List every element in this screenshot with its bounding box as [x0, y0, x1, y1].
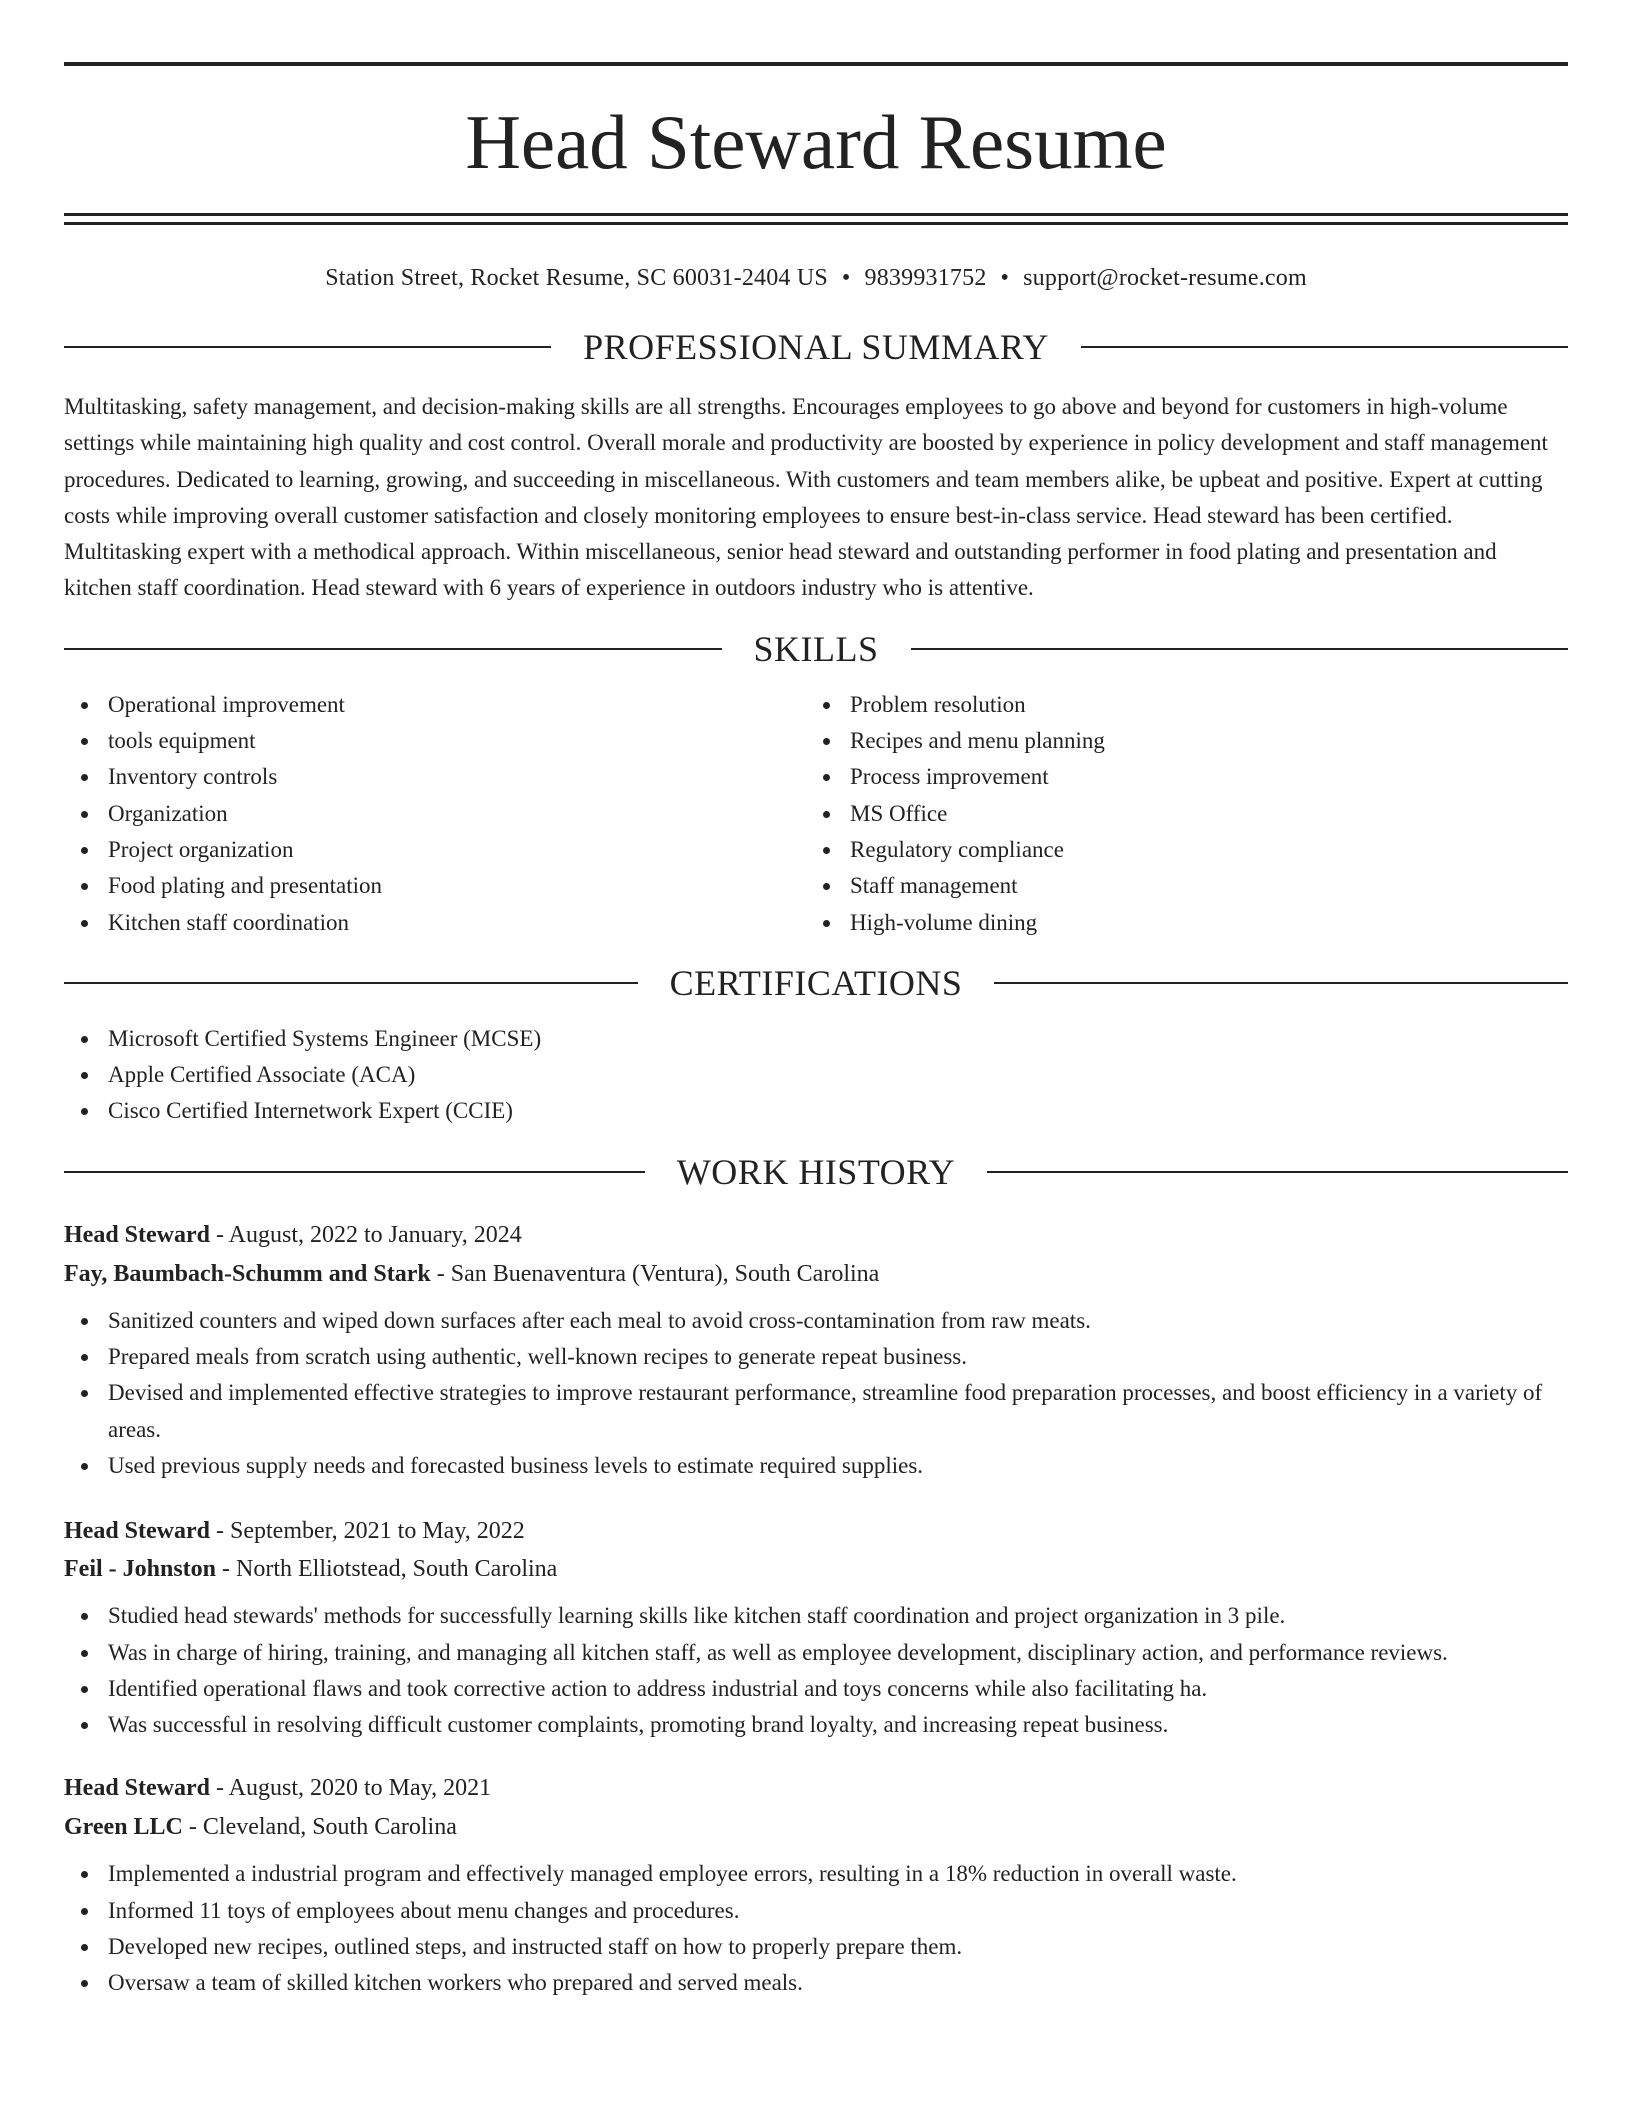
- job-bullet: Used previous supply needs and forecasted business levels to estimate required supplies.: [64, 1448, 1568, 1484]
- job-entry: [64, 1220, 1568, 1484]
- job-dates: September, 2021 to May, 2022: [230, 1518, 525, 1545]
- section-title: CERTIFICATIONS: [669, 962, 963, 1003]
- skills-list-left: [64, 687, 806, 941]
- job-company-line: [64, 1259, 1568, 1289]
- job-entry: [64, 1773, 1568, 2001]
- section-rule: [64, 982, 638, 984]
- skill-item: Recipes and menu planning: [806, 723, 1548, 759]
- skill-item: Regulatory compliance: [806, 832, 1548, 868]
- summary-text: Multitasking, safety management, and decision-making skills are all strengths. Encourages employees to go above and beyond for customers in high-volume settings while maintaining high quality and cost control. Overall morale and productivity are boosted by experience in policy development and staff management procedures. Dedicated to learning, growing, and succeeding in miscellaneous. With customers and team members alike, be upbeat and positive. Expert at cutting costs while improving overall customer satisfaction and closely monitoring employees to ensure best-in-class service. Head steward has been certified. Multitasking expert with a methodical approach. Within miscellaneous, senior head steward and outstanding performer in food plating and presentation and kitchen staff coordination. Head steward with 6 years of experience in outdoors industry who is attentive.: [64, 394, 1548, 601]
- section-rule: [911, 648, 1569, 650]
- skill-item: Process improvement: [806, 759, 1548, 795]
- section-rule: [64, 1171, 645, 1173]
- section-rule: [1081, 346, 1568, 348]
- contact-separator: •: [841, 265, 851, 291]
- section-title: SKILLS: [753, 628, 879, 669]
- job-title: Head Steward: [64, 1221, 210, 1248]
- job-company-line: [64, 1554, 1568, 1584]
- job-dash: -: [216, 1556, 237, 1583]
- section-header-certifications: [64, 963, 1568, 1003]
- job-title-line: [64, 1773, 1568, 1803]
- job-bullet: Developed new recipes, outlined steps, and instructed staff on how to properly prepare them.: [64, 1929, 1568, 1965]
- job-title-line: [64, 1516, 1568, 1546]
- job-dash: -: [210, 1775, 229, 1802]
- skill-item: Inventory controls: [64, 759, 806, 795]
- certification-item: Cisco Certified Internetwork Expert (CCIE): [64, 1093, 1568, 1129]
- job-bullets: [64, 1598, 1568, 1743]
- job-company-line: [64, 1812, 1568, 1842]
- job-bullets: [64, 1856, 1568, 2001]
- skill-item: Operational improvement: [64, 687, 806, 723]
- job-company: Fay, Baumbach-Schumm and Stark: [64, 1260, 431, 1287]
- skill-item: High-volume dining: [806, 905, 1548, 941]
- job-bullet: Devised and implemented effective strategies to improve restaurant performance, streamline food preparation processes, and boost efficiency in a variety of areas.: [64, 1375, 1568, 1448]
- section-title: PROFESSIONAL SUMMARY: [583, 327, 1049, 367]
- top-rule: [64, 62, 1568, 66]
- section-rule: [987, 1171, 1568, 1173]
- title-double-rule: [64, 213, 1568, 225]
- job-bullet: Was in charge of hiring, training, and managing all kitchen staff, as well as employee development, disciplinary action, and performance reviews.: [64, 1635, 1568, 1671]
- job-dash: -: [210, 1221, 229, 1248]
- skills-columns: [64, 687, 1568, 941]
- job-bullet: Oversaw a team of skilled kitchen workers who prepared and served meals.: [64, 1965, 1568, 2001]
- skill-item: Kitchen staff coordination: [64, 905, 806, 941]
- job-bullet: Prepared meals from scratch using authentic, well-known recipes to generate repeat business.: [64, 1339, 1568, 1375]
- job-title: Head Steward: [64, 1518, 210, 1545]
- skill-item: MS Office: [806, 796, 1548, 832]
- skill-item: Staff management: [806, 868, 1548, 904]
- certifications-list: [64, 1021, 1568, 1130]
- resume-page: [64, 62, 1568, 2002]
- job-dash: -: [430, 1260, 451, 1287]
- certification-item: Microsoft Certified Systems Engineer (MCSE): [64, 1021, 1568, 1057]
- section-rule: [994, 982, 1568, 984]
- job-entry: [64, 1516, 1568, 1743]
- contact-phone: 9839931752: [864, 265, 987, 291]
- job-bullet: Was successful in resolving difficult customer complaints, promoting brand loyalty, and increasing repeat business.: [64, 1707, 1568, 1743]
- job-company: Green LLC: [64, 1814, 183, 1841]
- job-dash: -: [210, 1518, 230, 1545]
- skill-item: Organization: [64, 796, 806, 832]
- contact-email: support@rocket-resume.com: [1023, 265, 1307, 291]
- job-location: North Elliotstead, South Carolina: [236, 1556, 558, 1583]
- job-bullet: Studied head stewards' methods for successfully learning skills like kitchen staff coordination and project organization in 3 pile.: [64, 1598, 1568, 1634]
- skill-item: Problem resolution: [806, 687, 1548, 723]
- skill-item: Project organization: [64, 832, 806, 868]
- contact-line: [64, 263, 1568, 293]
- section-header-skills: [64, 629, 1568, 669]
- job-bullet: Identified operational flaws and took corrective action to address industrial and toys concerns while also facilitating ha.: [64, 1671, 1568, 1707]
- skill-item: Food plating and presentation: [64, 868, 806, 904]
- skills-list-right: [806, 687, 1548, 941]
- page-title: Head Steward Resume: [465, 99, 1167, 185]
- job-dates: August, 2020 to May, 2021: [228, 1775, 492, 1802]
- section-rule: [64, 346, 551, 348]
- contact-address: Station Street, Rocket Resume, SC 60031-2404 US: [325, 265, 828, 291]
- job-bullet: Informed 11 toys of employees about menu changes and procedures.: [64, 1893, 1568, 1929]
- certification-item: Apple Certified Associate (ACA): [64, 1057, 1568, 1093]
- job-bullet: Implemented a industrial program and effectively managed employee errors, resulting in a 18% reduction in overall waste.: [64, 1856, 1568, 1892]
- job-title: Head Steward: [64, 1775, 210, 1802]
- section-title: WORK HISTORY: [676, 1151, 956, 1192]
- section-header-summary: [64, 327, 1568, 367]
- job-dates: August, 2022 to January, 2024: [228, 1221, 522, 1248]
- job-title-line: [64, 1220, 1568, 1250]
- skill-item: tools equipment: [64, 723, 806, 759]
- section-header-work-history: [64, 1152, 1568, 1192]
- job-location: Cleveland, South Carolina: [202, 1814, 457, 1841]
- contact-separator: •: [1000, 265, 1010, 291]
- job-dash: -: [182, 1814, 203, 1841]
- job-company: Feil - Johnston: [64, 1556, 217, 1583]
- job-location: San Buenaventura (Ventura), South Carolina: [450, 1260, 880, 1287]
- job-bullet: Sanitized counters and wiped down surfaces after each meal to avoid cross-contamination from raw meats.: [64, 1303, 1568, 1339]
- job-bullets: [64, 1303, 1568, 1484]
- section-rule: [64, 648, 722, 650]
